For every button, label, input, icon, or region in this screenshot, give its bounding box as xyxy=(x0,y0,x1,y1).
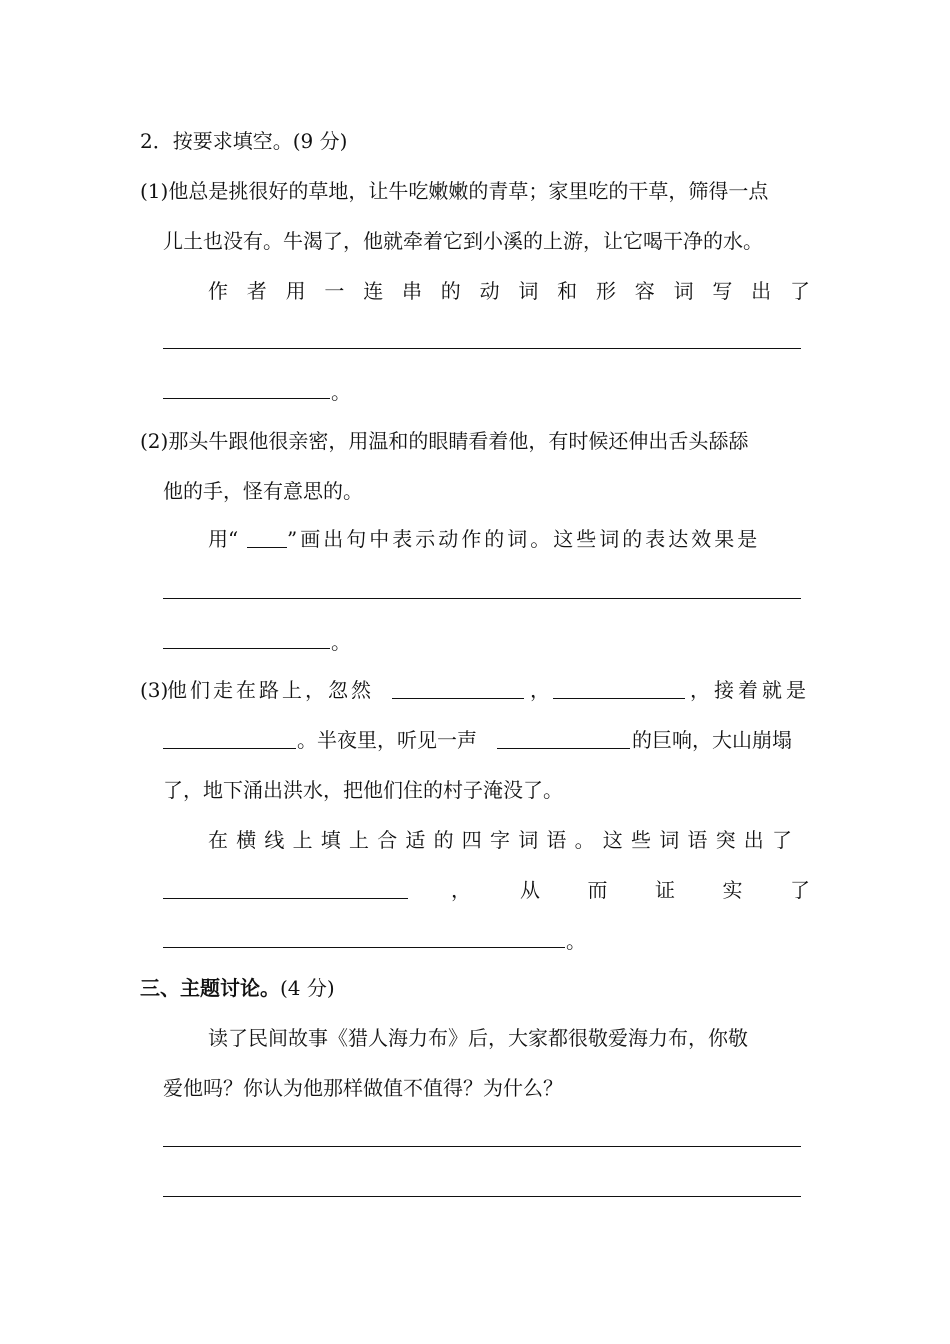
period-3: 。 xyxy=(566,929,586,953)
answer-line-s3a[interactable] xyxy=(163,1146,801,1147)
answer-line-1a[interactable] xyxy=(163,348,801,349)
period-2: 。 xyxy=(331,630,351,654)
section-3-title xyxy=(140,974,335,1002)
blank-3a[interactable] xyxy=(392,698,524,699)
part-3-text-c: 。半夜里，听见一声 xyxy=(297,728,477,752)
part-1-line-1: (1)他总是挑很好的草地，让牛吃嫩嫩的青草；家里吃的干草，筛得一点 xyxy=(140,179,769,203)
part-3-text-b: ，接着就是 xyxy=(690,678,810,702)
blank-3d[interactable] xyxy=(497,748,630,749)
section-3-line-1: 读了民间故事《猎人海力布》后，大家都很敬爱海力布，你敬 xyxy=(208,1026,748,1050)
part-2-prompt-post: ”画出句中表示动作的词。这些词的表达效果是 xyxy=(287,527,761,551)
part-3-label: (3) xyxy=(140,678,169,702)
section-3-line-2: 爱他吗？你认为他那样做值不值得？为什么？ xyxy=(163,1076,563,1100)
part-1-prompt: 作 者 用 一 连 串 的 动 词 和 形 容 词 写 出 了 xyxy=(208,279,810,303)
part-3-comma-1: ， xyxy=(530,678,550,702)
period-1: 。 xyxy=(331,380,351,404)
part-3-line-3: 了，地下涌出洪水，把他们住的村子淹没了。 xyxy=(163,778,563,802)
answer-line-2b[interactable] xyxy=(163,648,330,649)
blank-3c[interactable] xyxy=(163,748,296,749)
part-1-line-2: 儿土也没有。牛渴了，他就牵着它到小溪的上游，让它喝干净的水。 xyxy=(163,229,763,253)
section-3-heading: 三、主题讨论。 xyxy=(140,976,280,1000)
question-2-title: 2．按要求填空。(9 分) xyxy=(140,129,348,153)
answer-line-s3b[interactable] xyxy=(163,1196,801,1197)
part-2-inline-blank[interactable] xyxy=(247,547,287,548)
blank-3b[interactable] xyxy=(553,698,685,699)
answer-line-3b[interactable] xyxy=(163,947,565,948)
part-3-text-d: 的巨响，大山崩塌 xyxy=(632,728,792,752)
part-2-line-2: 他的手，怪有意思的。 xyxy=(163,479,363,503)
part-3-tail: 从 而 证 实 了 xyxy=(520,878,810,902)
part-3-text-a: 他们走在路上，忽然 xyxy=(167,678,374,702)
answer-line-2a[interactable] xyxy=(163,598,801,599)
section-3-score: (4 分) xyxy=(280,976,335,1000)
part-2-line-1: (2)那头牛跟他很亲密，用温和的眼睛看着他，有时候还伸出舌头舔舔 xyxy=(140,429,749,453)
answer-line-1b[interactable] xyxy=(163,398,330,399)
part-3-prompt: 在横线上填上合适的四字词语。这些词语突出了 xyxy=(208,828,801,852)
part-2-prompt-pre: 用“ xyxy=(208,527,239,551)
part-3-comma-2: ， xyxy=(451,878,471,902)
answer-line-3a[interactable] xyxy=(163,898,408,899)
